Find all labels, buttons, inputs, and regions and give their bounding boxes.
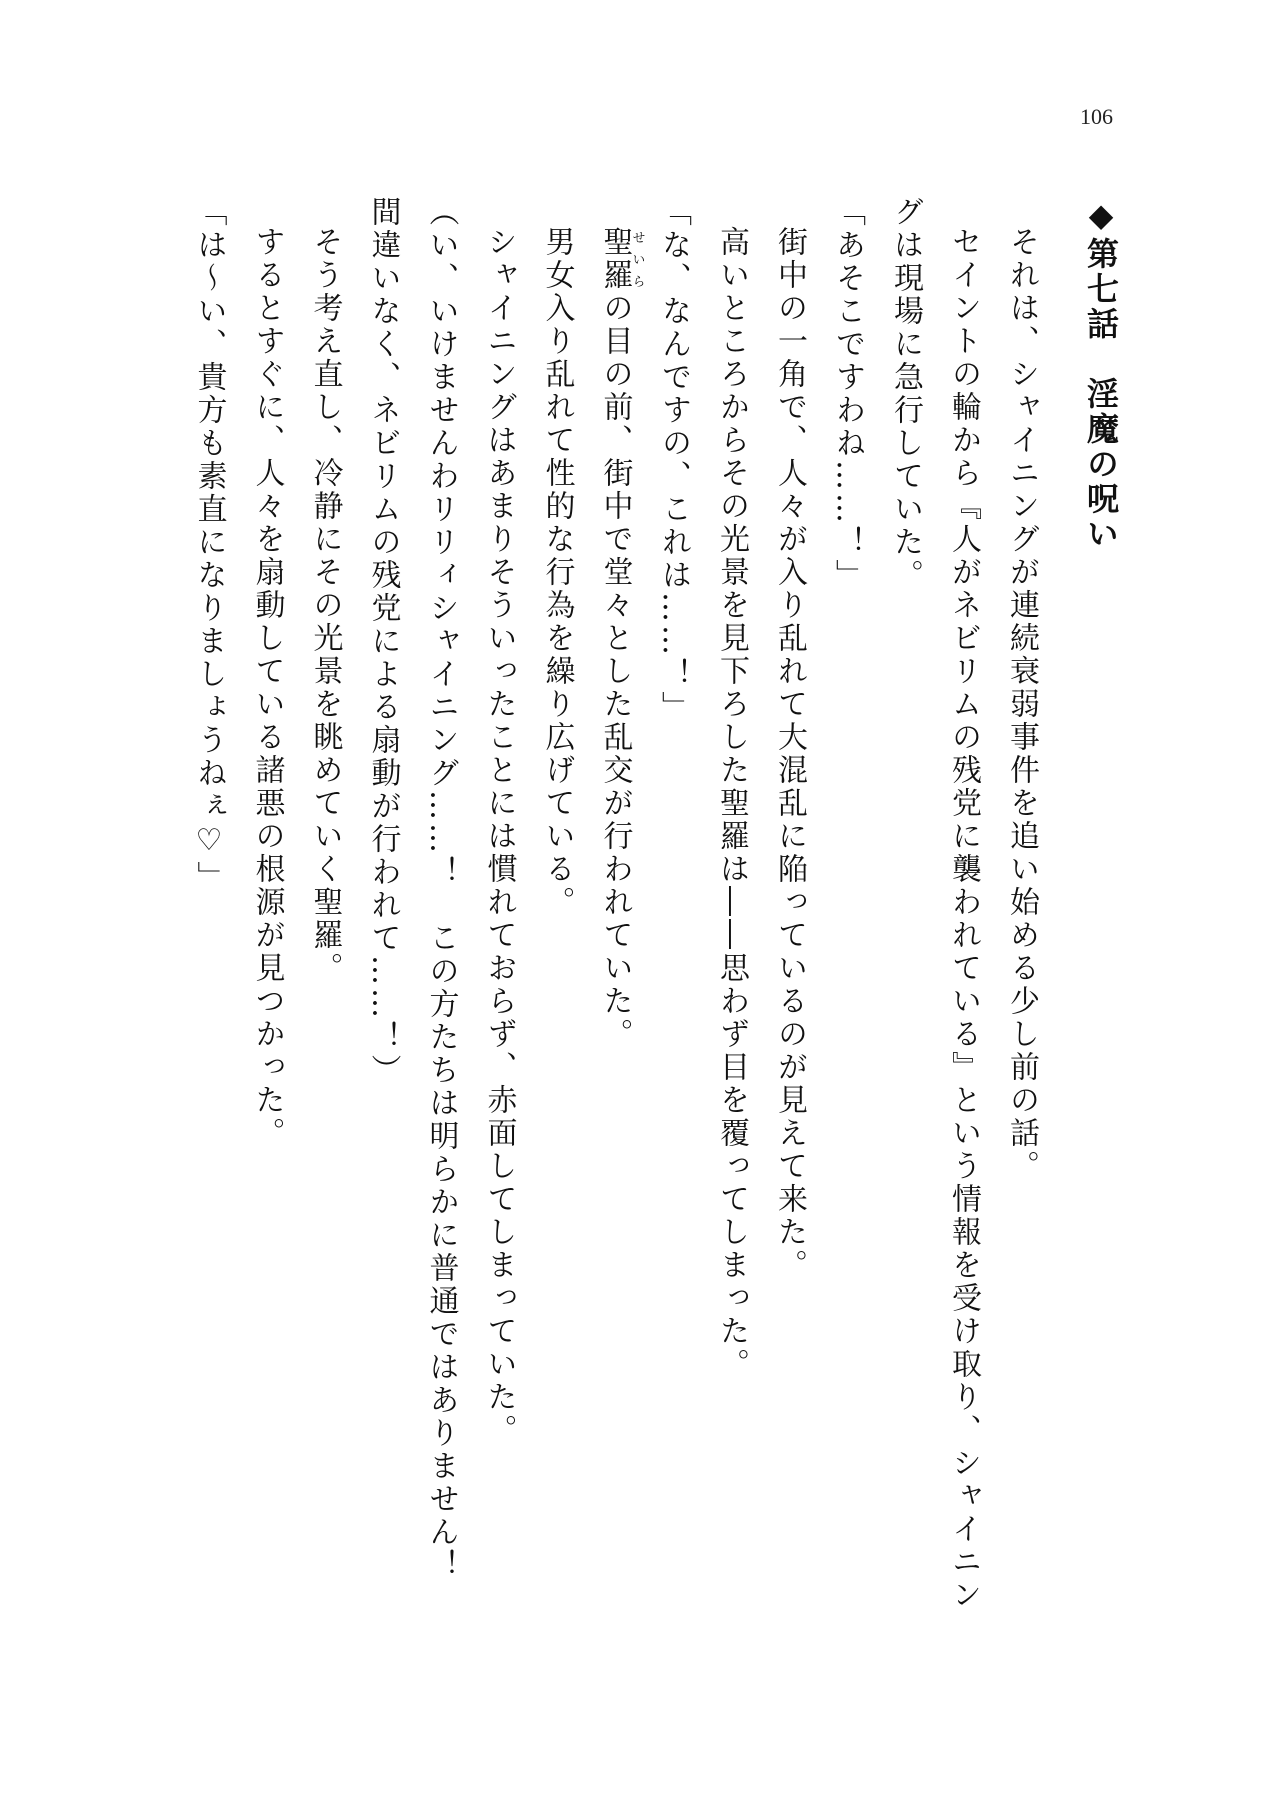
paragraph-5 <box>586 196 645 1636</box>
paragraph-1: それは、シャイニングが連続衰弱事件を追い始める少し前の話。 <box>1004 226 1039 1183</box>
ruby-seira <box>597 226 645 292</box>
paragraph-3: 街中の一角で、人々が入り乱れて大混乱に陥っているのが見えて来た。 <box>772 226 807 1282</box>
paragraph-6: 男女入り乱れて性的な行為を繰り広げている。 <box>539 226 575 919</box>
ruby-reading: せいら <box>629 226 645 292</box>
inner-thought: （い、いけませんわリリィシャイニング……！ この方たちは明らかに普通ではありません！ 間違いなく、ネビリムの残党による扇動が行われて……！） <box>365 196 459 1615</box>
paragraph-5-rest: の目の前、街中で堂々とした乱交が行われていた。 <box>597 292 633 1051</box>
paragraph-8: そう考え直し、冷静にその光景を眺めていく聖羅。 <box>307 226 343 985</box>
ruby-base: 聖羅 <box>597 226 633 292</box>
paragraph-4: 高いところからその光景を見下ろした聖羅は――思わず目を覆ってしまった。 <box>714 226 749 1381</box>
dialogue-3: 「は～い、貴方も素直になりましょうねぇ♡」 <box>191 196 227 894</box>
body-text <box>180 196 1131 1636</box>
paragraph-2: セイントの輪から『人がネビリムの残党に襲われている』という情報を受け取り、シャイニングは現場に急行していた。 <box>888 196 981 1612</box>
paragraph-9: するとすぐに、人々を扇動している諸悪の根源が見つかった。 <box>249 226 285 1150</box>
page-number: 106 <box>1080 104 1113 129</box>
paragraph-7: シャイニングはあまりそういったことには慣れておらず、赤面してしまっていた。 <box>481 226 517 1447</box>
chapter-title: ◆第七話 淫魔の呪い <box>1082 196 1120 552</box>
dialogue-1: 「あそこですわね……！」 <box>830 196 865 592</box>
dialogue-2: 「な、なんですの、これは……！」 <box>656 196 691 724</box>
